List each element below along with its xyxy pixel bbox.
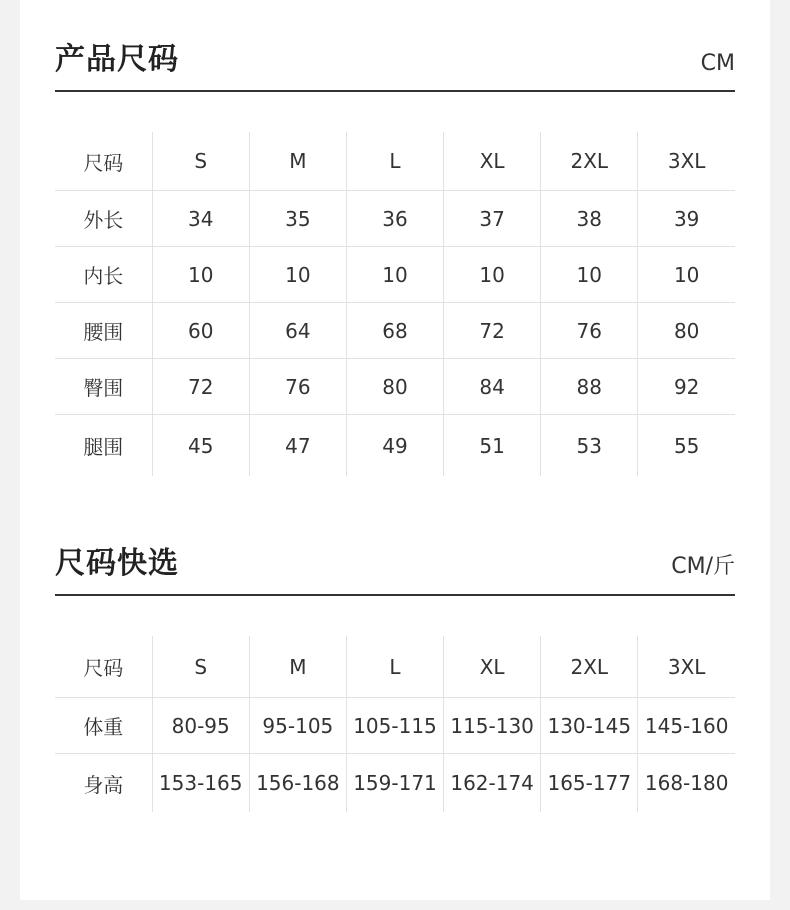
table-cell: 168-180 [638,754,735,813]
header-cell: 3XL [638,636,735,698]
table-cell: 95-105 [249,698,346,754]
table-cell: 80 [638,303,735,359]
table-cell: 34 [152,191,249,247]
table-row [55,698,735,754]
header-cell: 尺码 [55,132,152,191]
product-size-unit: CM [700,51,735,76]
table-cell: 68 [346,303,443,359]
table-cell: 92 [638,359,735,415]
table-cell: 35 [249,191,346,247]
table-cell: 53 [541,415,638,477]
quick-size-header [55,534,735,596]
quick-size-unit: CM/斤 [671,554,735,579]
table-cell: 80 [346,359,443,415]
table-cell: 72 [152,359,249,415]
table-cell: 72 [444,303,541,359]
table-row [55,191,735,247]
table-cell: 76 [249,359,346,415]
header-cell: S [152,132,249,191]
table-row [55,754,735,813]
quick-size-title: 尺码快选 [55,546,179,581]
table-cell: 10 [444,247,541,303]
table-header-row [55,132,735,191]
table-cell: 36 [346,191,443,247]
row-label: 外长 [55,191,152,247]
table-header-row [55,636,735,698]
header-cell: 2XL [541,636,638,698]
table-cell: 39 [638,191,735,247]
header-cell: XL [444,132,541,191]
header-cell: M [249,636,346,698]
table-row [55,247,735,303]
table-cell: 88 [541,359,638,415]
table-cell: 49 [346,415,443,477]
table-cell: 10 [346,247,443,303]
header-cell: S [152,636,249,698]
table-cell: 51 [444,415,541,477]
table-cell: 45 [152,415,249,477]
header-cell: XL [444,636,541,698]
table-cell: 84 [444,359,541,415]
table-cell: 10 [638,247,735,303]
table-cell: 10 [152,247,249,303]
table-cell: 47 [249,415,346,477]
product-size-title: 产品尺码 [55,42,179,77]
table-cell: 105-115 [346,698,443,754]
size-chart-card [20,0,770,900]
table-cell: 38 [541,191,638,247]
table-cell: 165-177 [541,754,638,813]
product-size-table [55,132,735,476]
product-size-header [55,30,735,92]
table-cell: 156-168 [249,754,346,813]
header-cell: 尺码 [55,636,152,698]
header-cell: L [346,132,443,191]
table-cell: 37 [444,191,541,247]
header-cell: L [346,636,443,698]
table-cell: 55 [638,415,735,477]
row-label: 臀围 [55,359,152,415]
quick-size-table [55,636,735,812]
table-row [55,303,735,359]
table-cell: 10 [541,247,638,303]
header-cell: M [249,132,346,191]
table-cell: 10 [249,247,346,303]
table-row [55,359,735,415]
table-cell: 80-95 [152,698,249,754]
row-label: 腿围 [83,435,124,459]
row-label: 身高 [83,772,124,797]
row-label: 体重 [55,698,152,754]
table-cell: 76 [541,303,638,359]
table-cell: 64 [249,303,346,359]
header-cell: 3XL [638,132,735,191]
table-row [55,415,735,477]
table-cell: 130-145 [541,698,638,754]
table-cell: 162-174 [444,754,541,813]
row-label: 内长 [55,247,152,303]
row-label: 腰围 [55,303,152,359]
table-cell: 159-171 [346,754,443,813]
table-cell: 115-130 [444,698,541,754]
header-cell: 2XL [541,132,638,191]
table-cell: 153-165 [152,754,249,813]
table-cell: 60 [152,303,249,359]
table-cell: 145-160 [638,698,735,754]
